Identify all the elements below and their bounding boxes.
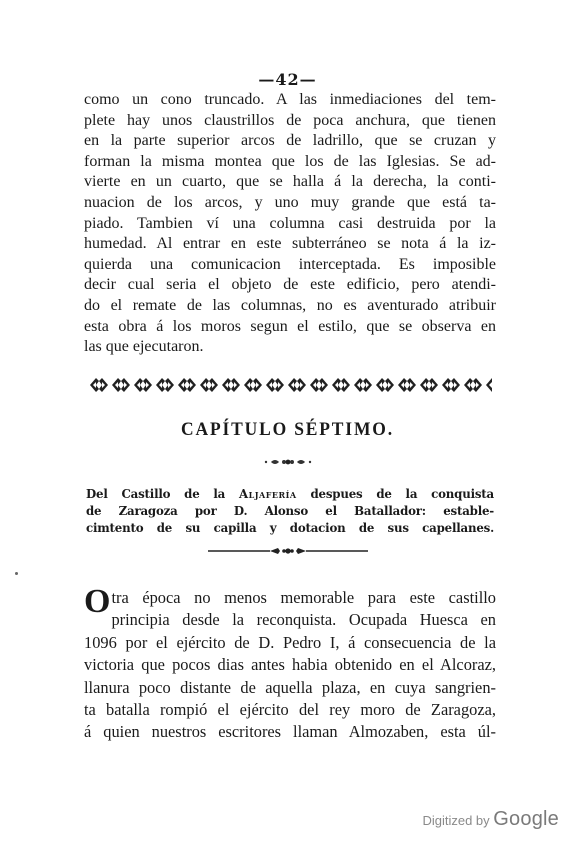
page-number: —42— <box>258 70 317 89</box>
subtitle-line: cimtento de su capilla y dotacion de sus capellanes. <box>86 521 494 535</box>
text-line: á quien nuestros escritores llaman Almozaben, esta úl- <box>84 722 496 742</box>
text-line: nuacion de los arcos, y uno muy grande que está ta- <box>84 193 496 211</box>
divider-rule-ornament <box>208 546 368 556</box>
paragraph-1 <box>84 90 496 358</box>
text-line: quierda una comunicacion interceptada. Es imposible <box>84 255 496 273</box>
text-line: 1096 por el ejército de D. Pedro I, á consecuencia de la <box>84 632 496 652</box>
text-line: como un cono truncado. A las inmediaciones del tem- <box>84 91 496 108</box>
text-line: vierte en un cuarto, que se halla á la derecha, la conti- <box>84 173 496 191</box>
small-ornament <box>262 457 314 467</box>
chapter-subtitle <box>86 486 494 537</box>
text-line: decir cual seria el objeto de este edificio, pero atendi- <box>84 276 496 294</box>
stray-ink-mark <box>15 572 18 575</box>
paragraph-2-first-line: Otra época no menos memorable para este castillo <box>84 583 496 620</box>
subtitle-line: Del Castillo de la Aljafería despues de la conquista <box>86 487 494 501</box>
text-line: forman la misma montea que los de las Iglesias. Se ad- <box>84 152 496 170</box>
text-line: piado. Tambien ví una columna casi destruida por la <box>84 214 496 232</box>
text-line: humedad. Al entrar en este subterráneo se nota á la iz- <box>84 235 496 253</box>
text-line: principia desde la reconquista. Ocupada Huesca en <box>111 610 496 630</box>
digitized-watermark <box>422 808 559 831</box>
text-line: victoria que pocos dias antes habia obtenido en el Alcoraz, <box>84 655 496 675</box>
watermark-prefix: Digitized by <box>422 813 490 828</box>
text-line: llanura poco distante de aquella plaza, en cuya sangrien- <box>84 677 496 697</box>
paragraph-2 <box>84 583 496 744</box>
subtitle-line: de Zaragoza por D. Alonso el Batallador: estable- <box>86 504 494 518</box>
watermark-brand: Google <box>493 808 559 830</box>
ornamental-band <box>88 375 492 395</box>
text-line: ta batalla rompió el ejército del rey moro de Zaragoza, <box>84 700 496 720</box>
text-line: esta obra á los moros segun el estilo, que se observa en <box>84 317 496 335</box>
text-line: en la parte superior arcos de ladrillo, que se cruzan y <box>84 132 496 150</box>
text-line: do el remate de las columnas, no es aventurado atribuir <box>84 296 496 314</box>
text-line: plete hay unos claustrillos de poca anchura, que tienen <box>84 111 496 129</box>
text-line: las que ejecutaron. <box>84 338 204 356</box>
chapter-title: CAPÍTULO SÉPTIMO. <box>181 419 394 440</box>
drop-cap: O <box>84 583 111 620</box>
